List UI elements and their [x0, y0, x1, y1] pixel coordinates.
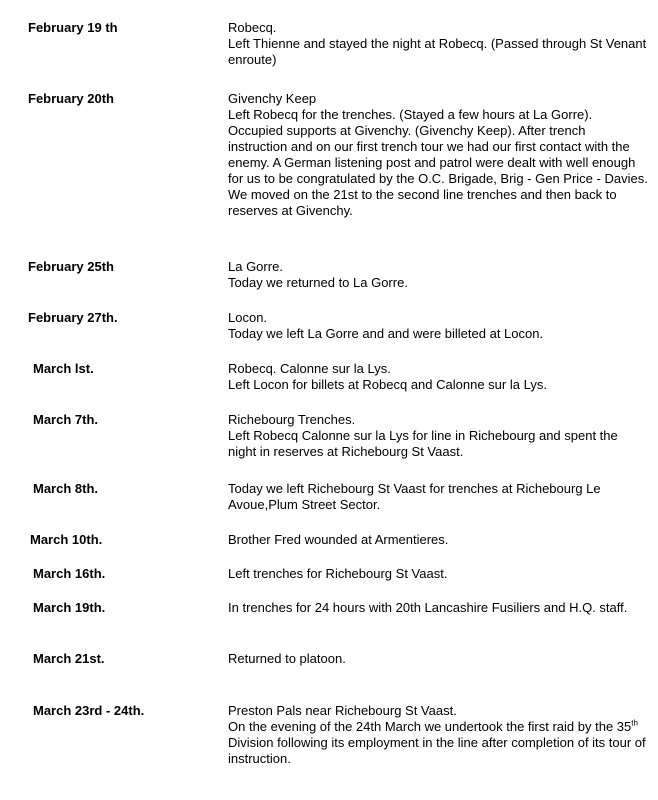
entry-text: Brother Fred wounded at Armentieres.	[228, 532, 449, 547]
entry-text	[228, 719, 648, 767]
entry-date: February 27th.	[28, 310, 118, 325]
entry-text: Left Thienne and stayed the night at Robecq. (Passed through St Venant enroute)	[228, 36, 647, 67]
entry-date: March 23rd - 24th.	[33, 703, 145, 718]
entry-body	[228, 481, 648, 513]
entry-text: Left Robecq for the trenches. (Stayed a few hours at La Gorre). Occupied supports at Givenchy. (Givenchy Keep). After trench instruction and on our first trench tour we had our first contact with the enemy. A German listening post and patrol were dealt with well enough for us to be congratulated by the O.C. Brigade, Brig - Gen Price - Davies. We moved on the 21st to the second line trenches and then back to reserves at Givenchy.	[228, 107, 648, 218]
entry-body	[228, 91, 648, 219]
entry-body	[228, 651, 648, 667]
entry-text: Today we returned to La Gorre.	[228, 275, 408, 290]
entry-text: In trenches for 24 hours with 20th Lancashire Fusiliers and H.Q. staff.	[228, 600, 628, 615]
entry-text: Left Robecq Calonne sur la Lys for line in Richebourg and spent the night in reserves at Richebourg St Vaast.	[228, 428, 618, 459]
entry-body	[228, 600, 648, 616]
entry-body	[228, 412, 648, 460]
entry-date: February 25th	[28, 259, 114, 274]
entry-date: March 19th.	[33, 600, 106, 615]
entry-place: Givenchy Keep	[228, 91, 317, 106]
entry-text: Today we left Richebourg St Vaast for trenches at Richebourg Le Avoue,Plum Street Sector.	[228, 481, 601, 512]
entry-date: March 7th.	[33, 412, 99, 427]
entry-text: Left Locon for billets at Robecq and Calonne sur la Lys.	[228, 377, 547, 392]
entry-place: Preston Pals near Richebourg St Vaast.	[228, 703, 457, 718]
entry-date: February 20th	[28, 91, 114, 106]
entry-text-part: Division following its employment in the line after completion of its tour of instruction.	[228, 735, 646, 766]
entry-date: March 10th.	[30, 532, 103, 547]
entry-date: March lst.	[33, 361, 94, 376]
entry-text: Returned to platoon.	[228, 651, 346, 666]
entry-date: February 19 th	[28, 20, 118, 35]
entry-body	[228, 532, 648, 548]
entry-body	[228, 361, 648, 393]
entry-text-part: On the evening of the 24th March we undertook the first raid by the 35	[228, 719, 632, 734]
entry-date: March 8th.	[33, 481, 99, 496]
entry-date: March 21st.	[33, 651, 105, 666]
ordinal-suffix: th	[631, 718, 638, 728]
entry-date: March 16th.	[33, 566, 106, 581]
entry-body	[228, 259, 648, 291]
entry-body	[228, 20, 648, 68]
entry-text: Today we left La Gorre and and were billeted at Locon.	[228, 326, 544, 341]
entry-place: Richebourg Trenches.	[228, 412, 356, 427]
entry-body	[228, 703, 648, 767]
entry-place: Robecq.	[228, 20, 277, 35]
entry-text: Left trenches for Richebourg St Vaast.	[228, 566, 448, 581]
entry-place: Locon.	[228, 310, 268, 325]
entry-body	[228, 310, 648, 342]
entry-place: La Gorre.	[228, 259, 283, 274]
entry-place: Robecq. Calonne sur la Lys.	[228, 361, 391, 376]
entry-body	[228, 566, 648, 582]
